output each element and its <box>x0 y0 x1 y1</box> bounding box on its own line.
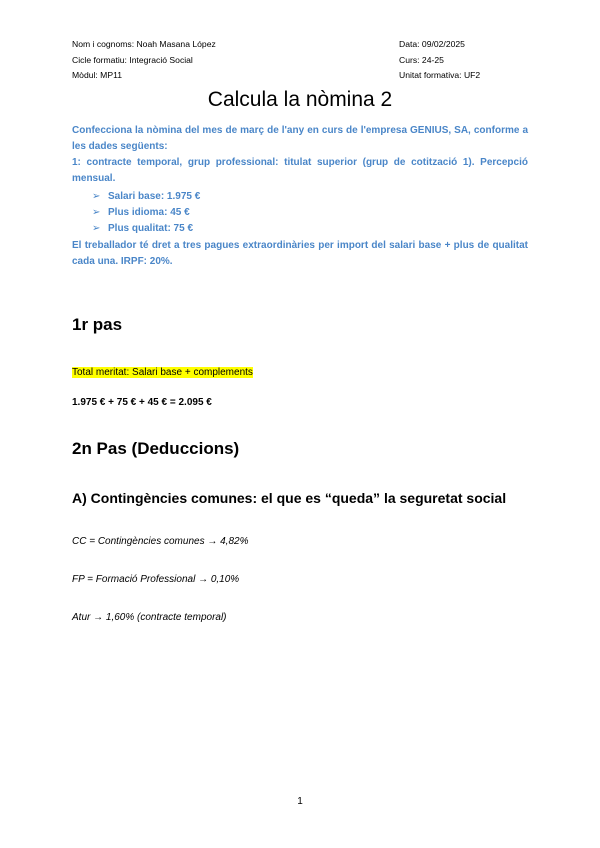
page-number: 1 <box>297 796 303 807</box>
step1-calculation: 1.975 € + 75 € + 45 € = 2.095 € <box>72 397 212 408</box>
highlighted-line <box>72 362 253 380</box>
bullet-text: Plus idioma: 45 € <box>108 207 190 218</box>
step2-heading: 2n Pas (Deduccions) <box>72 439 240 458</box>
fp-line: FP = Formació Professional → 0,10% <box>72 574 240 585</box>
bullet-plus-idioma <box>92 205 190 221</box>
statement-contract: 1: contracte temporal, grup professional: titulat superior (grup de cotització 1). Percepció mensual. <box>72 157 528 184</box>
statement-closing: El treballador té dret a tres pagues extraordinàries per import del salari base + plus de qualitat cada una. IRPF: 20%. <box>72 240 528 267</box>
statement-intro: Confecciona la nòmina del mes de març de l'any en curs de l'empresa GENIUS, SA, conforme a les dades següents: <box>72 125 528 152</box>
arrow-bullet-icon: ➢ <box>92 191 101 202</box>
step1-heading: 1r pas <box>72 315 123 334</box>
arrow-bullet-icon: ➢ <box>92 223 101 234</box>
curs: Curs: 24-25 <box>399 55 444 65</box>
bullet-text: Plus qualitat: 75 € <box>108 223 194 234</box>
unitat-formativa: Unitat formativa: UF2 <box>399 70 481 80</box>
student-name: Nom i cognoms: Noah Masana López <box>72 39 216 49</box>
date: Data: 09/02/2025 <box>399 39 465 49</box>
step2-subheading: A) Contingències comunes: el que es “queda” la seguretat social <box>72 490 507 506</box>
cicle-formatiu: Cicle formatiu: Integració Social <box>72 55 193 65</box>
bullet-salari-base <box>92 189 200 205</box>
cc-line: CC = Contingències comunes → 4,82% <box>72 536 249 547</box>
total-meritat-highlight: Total meritat: Salari base + complements <box>72 367 253 378</box>
bullet-plus-qualitat <box>92 221 193 237</box>
arrow-bullet-icon: ➢ <box>92 207 101 218</box>
page-title: Calcula la nòmina 2 <box>207 88 393 111</box>
atur-line: Atur → 1,60% (contracte temporal) <box>72 612 227 623</box>
bullet-text: Salari base: 1.975 € <box>108 191 201 202</box>
modul: Mòdul: MP11 <box>72 70 122 80</box>
